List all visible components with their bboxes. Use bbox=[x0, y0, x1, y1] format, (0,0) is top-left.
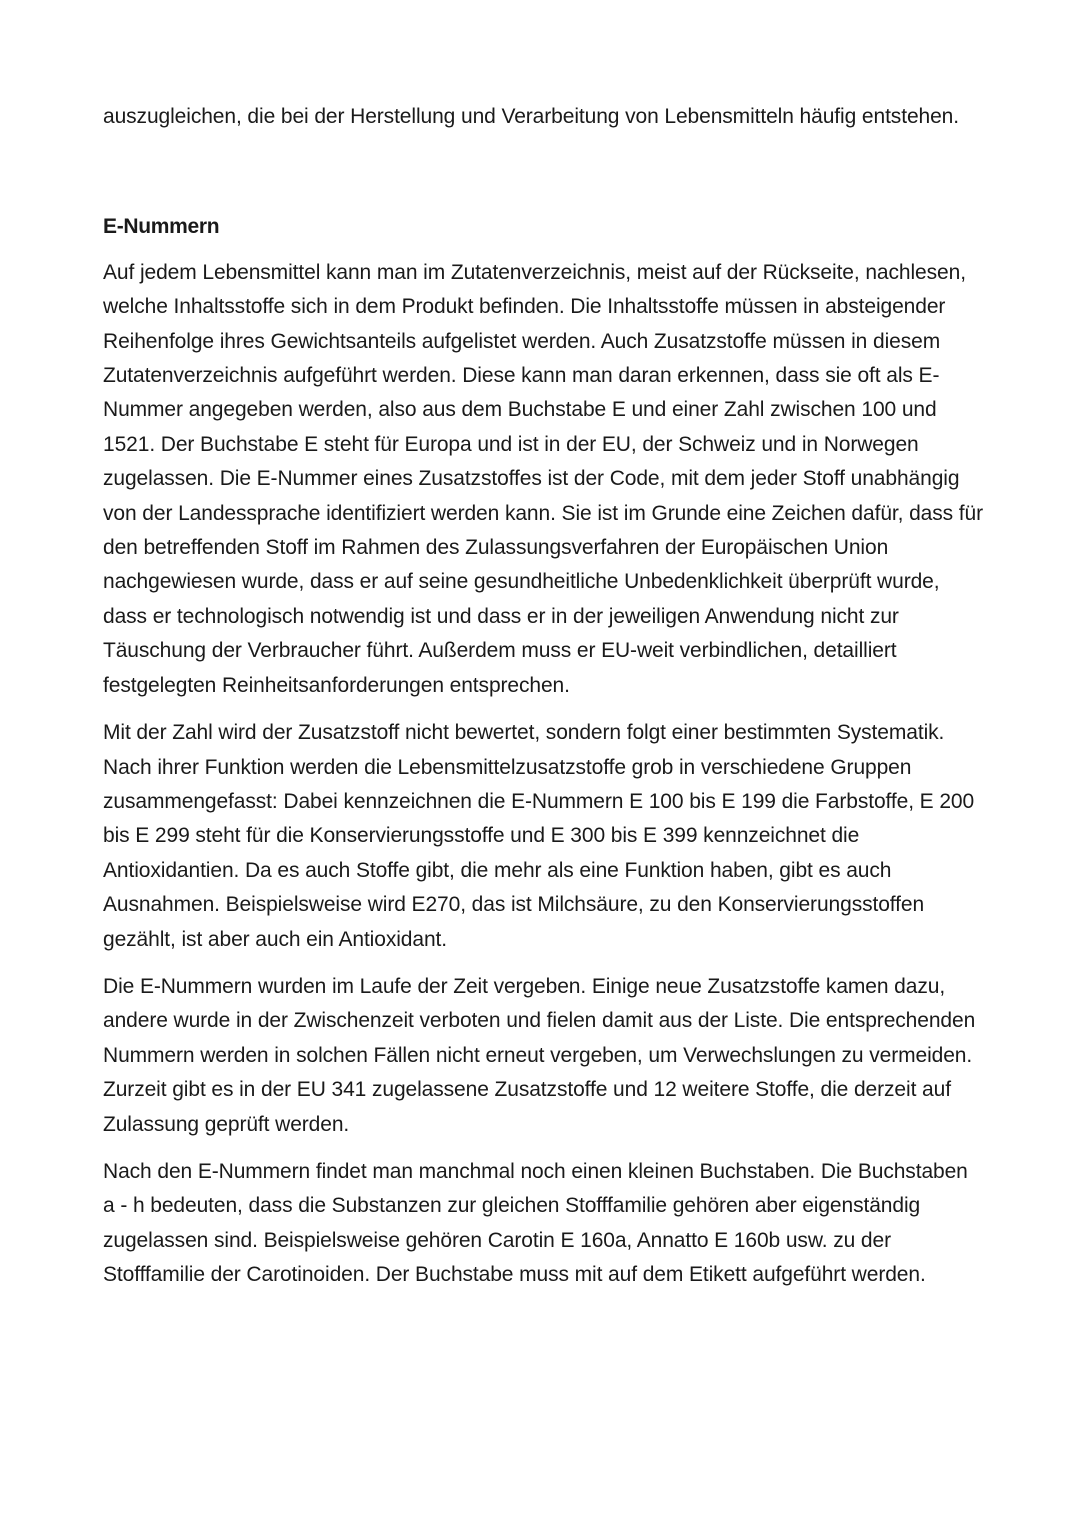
section-heading: E-Nummern bbox=[103, 215, 220, 239]
document-page bbox=[103, 100, 983, 1306]
paragraph-systematics: Mit der Zahl wird der Zusatzstoff nicht bewertet, sondern folgt einer bestimmten Systematik. Nach ihrer Funktion werden die Lebensmittelzusatzstoffe grob in verschiedene Gruppen zusammengefasst: Dabei kennzeichnen die E-Nummern E 100 bis E 199 die Farbstoffe, E 200 bis E 299 steht für die Konservierungsstoffe und E 300 bis E 399 kennzeichnet die Antioxidantien. Da es auch Stoffe gibt, die mehr als eine Funktion haben, gibt es auch Ausnahmen. Beispielsweise wird E270, das ist Milchsäure, zu den Konservierungsstoffen gezählt, ist aber auch ein Antioxidant. bbox=[103, 721, 975, 951]
paragraph-assignment-history: Die E-Nummern wurden im Laufe der Zeit vergeben. Einige neue Zusatzstoffe kamen dazu, andere wurde in der Zwischenzeit verboten und fielen damit aus der Liste. Die entsprechenden Nummern werden in solchen Fällen nicht erneut vergeben, um Verwechslungen zu vermeiden. Zurzeit gibt es in der EU 341 zugelassene Zusatzstoffe und 12 weitere Stoffe, die derzeit auf Zulassung geprüft werden. bbox=[103, 974, 976, 1136]
paragraph-e-numbers-intro: Auf jedem Lebensmittel kann man im Zutatenverzeichnis, meist auf der Rückseite, nachlesen, welche Inhaltsstoffe sich in dem Produkt befinden. Die Inhaltsstoffe müssen in absteigender Reihenfolge ihres Gewichtsanteils aufgelistet werden. Auch Zusatzstoffe müssen in diesem Zutatenverzeichnis aufgeführt werden. Diese kann man daran erkennen, dass sie oft als E-Nummer angegeben werden, also aus dem Buchstabe E und einer Zahl zwischen 100 und 1521. Der Buchstabe E steht für Europa und ist in der EU, der Schweiz und in Norwegen zugelassen. Die E-Nummer eines Zusatzstoffes ist der Code, mit dem jeder Stoff unabhängig von der Landessprache identifiziert werden kann. Sie ist im Grunde eine Zeichen dafür, dass für den betreffenden Stoff im Rahmen des Zulassungsverfahren der Europäischen Union nachgewiesen wurde, dass er auf seine gesundheitliche Unbedenklichkeit überprüft wurde, dass er technologisch notwendig ist und dass er in der jeweiligen Anwendung nicht zur Täuschung der Verbraucher führt. Außerdem muss er EU-weit verbindlichen, detailliert festgelegten Reinheitsanforderungen entsprechen. bbox=[103, 260, 983, 697]
intro-continuation-paragraph: auszugleichen, die bei der Herstellung und Verarbeitung von Lebensmitteln häufig entstehen. bbox=[103, 105, 959, 128]
paragraph-letter-suffix: Nach den E-Nummern findet man manchmal noch einen kleinen Buchstaben. Die Buchstaben a - h bedeuten, dass die Substanzen zur gleichen Stofffamilie gehören aber eigenständig zugelassen sind. Beispielsweise gehören Carotin E 160a, Annatto E 160b usw. zu der Stofffamilie der Carotinoiden. Der Buchstabe muss mit auf dem Etikett aufgeführt werden. bbox=[103, 1159, 968, 1287]
